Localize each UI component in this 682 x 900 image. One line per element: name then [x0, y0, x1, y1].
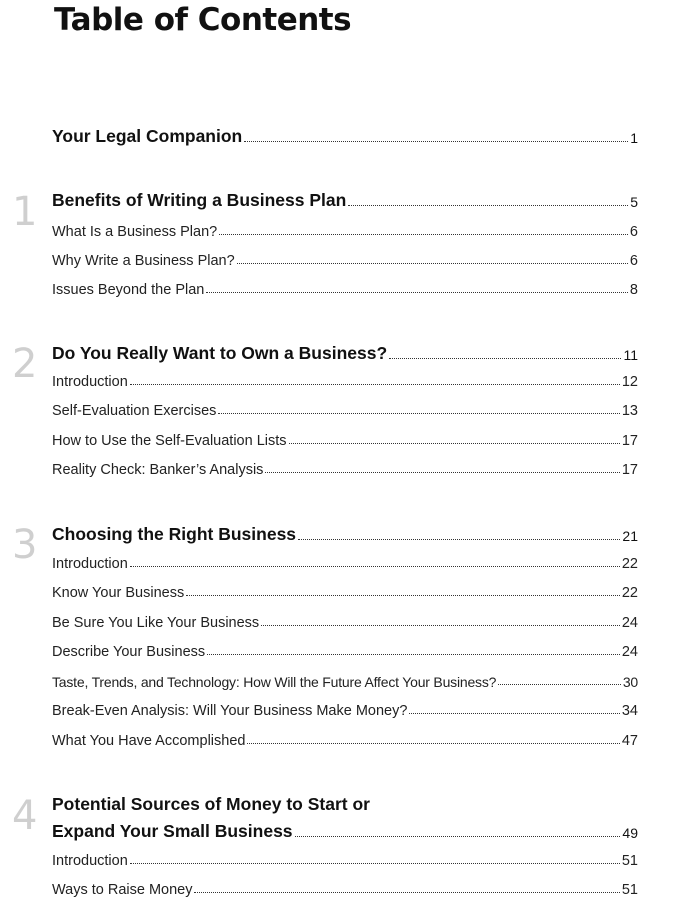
toc-entry-label: Issues Beyond the Plan [52, 282, 205, 298]
toc-entry-page: 21 [622, 528, 638, 544]
toc-section-entry[interactable] [52, 556, 638, 572]
dot-leader [244, 141, 628, 142]
toc-entry-page: 1 [630, 130, 638, 146]
toc-section-entry[interactable] [52, 674, 638, 690]
dot-leader [261, 625, 620, 626]
toc-entry-page: 6 [629, 224, 638, 240]
dot-leader [289, 443, 620, 444]
toc-section-entry[interactable] [52, 374, 638, 390]
dot-leader [218, 413, 619, 414]
toc-entry-page: 17 [621, 433, 638, 449]
toc-entry-label: Break-Even Analysis: Will Your Business Make Money? [52, 703, 408, 719]
toc-entry-page: 13 [621, 403, 638, 419]
toc-entry-label: Why Write a Business Plan? [52, 253, 235, 269]
toc-entry-label: Describe Your Business [52, 644, 206, 660]
dot-leader [498, 684, 621, 685]
toc-entry-page: 17 [621, 462, 638, 478]
toc-entry-page: 47 [621, 733, 638, 749]
dot-leader [186, 595, 620, 596]
dot-leader [295, 836, 621, 837]
dot-leader [207, 654, 620, 655]
chapter-number: 2 [12, 341, 38, 387]
toc-section-entry[interactable] [52, 853, 638, 869]
toc-entry-label: Introduction [52, 374, 128, 390]
dot-leader [194, 892, 619, 893]
toc-section-entry[interactable] [52, 615, 638, 631]
toc-entry-page: 6 [629, 253, 638, 269]
toc-entry-page: 49 [622, 825, 638, 841]
chapter-number: 4 [12, 793, 38, 839]
dot-leader [237, 263, 628, 264]
toc-section-entry[interactable] [52, 462, 638, 478]
dot-leader [130, 863, 620, 864]
dot-leader [247, 743, 619, 744]
dot-leader [130, 566, 620, 567]
dot-leader [348, 205, 628, 206]
toc-entry-label: Expand Your Small Business [52, 821, 293, 841]
toc-section-entry[interactable] [52, 733, 638, 749]
toc-chapter-heading[interactable] [52, 190, 638, 211]
toc-section-entry[interactable] [52, 403, 638, 419]
toc-entry-page: 30 [622, 674, 638, 690]
toc-entry-page: 22 [621, 556, 638, 572]
toc-chapter-heading[interactable] [52, 343, 638, 364]
page-title: Table of Contents [54, 2, 352, 38]
toc-section-entry[interactable] [52, 882, 638, 898]
dot-leader [298, 539, 620, 540]
toc-section-entry[interactable] [52, 253, 638, 269]
toc-entry-page: 12 [621, 374, 638, 390]
toc-section-entry[interactable] [52, 282, 638, 298]
toc-entry-page: 51 [621, 853, 638, 869]
toc-chapter-heading[interactable] [52, 524, 638, 545]
toc-entry-page: 51 [621, 882, 638, 898]
toc-entry-label: Know Your Business [52, 585, 185, 601]
toc-entry-legal-companion[interactable] [52, 126, 638, 147]
toc-entry-label: What Is a Business Plan? [52, 224, 218, 240]
toc-entry-page: 24 [621, 615, 638, 631]
toc-entry-label: Ways to Raise Money [52, 882, 193, 898]
toc-entry-label: Reality Check: Banker’s Analysis [52, 462, 264, 478]
toc-section-entry[interactable] [52, 703, 638, 719]
toc-entry-page: 11 [623, 347, 638, 363]
toc-section-entry[interactable] [52, 644, 638, 660]
toc-entry-page: 8 [629, 282, 638, 298]
toc-entry-page: 22 [621, 585, 638, 601]
toc-entry-label: How to Use the Self-Evaluation Lists [52, 433, 287, 449]
toc-entry-page: 34 [621, 703, 638, 719]
toc-section-entry[interactable] [52, 433, 638, 449]
chapter-number: 1 [12, 189, 38, 235]
toc-entry-label: Your Legal Companion [52, 126, 243, 146]
toc-entry-label: Choosing the Right Business [52, 524, 297, 544]
dot-leader [409, 713, 619, 714]
toc-entry-page: 5 [630, 194, 638, 210]
toc-section-entry[interactable] [52, 224, 638, 240]
dot-leader [130, 384, 620, 385]
toc-entry-label: Self-Evaluation Exercises [52, 403, 217, 419]
toc-entry-label: Do You Really Want to Own a Business? [52, 343, 388, 363]
toc-entry-page: 24 [621, 644, 638, 660]
dot-leader [219, 234, 628, 235]
toc-chapter-heading-line1[interactable]: Potential Sources of Money to Start or [52, 794, 370, 814]
toc-entry-label: What You Have Accomplished [52, 733, 246, 749]
toc-entry-label: Taste, Trends, and Technology: How Will the Future Affect Your Business? [52, 674, 497, 690]
toc-entry-label: Introduction [52, 556, 128, 572]
toc-entry-label: Benefits of Writing a Business Plan [52, 190, 347, 210]
dot-leader [206, 292, 628, 293]
toc-section-entry[interactable] [52, 585, 638, 601]
toc-chapter-heading[interactable] [52, 821, 638, 842]
dot-leader [265, 472, 619, 473]
dot-leader [389, 358, 621, 359]
toc-entry-label: Be Sure You Like Your Business [52, 615, 260, 631]
toc-entry-label: Introduction [52, 853, 128, 869]
chapter-number: 3 [12, 522, 38, 568]
